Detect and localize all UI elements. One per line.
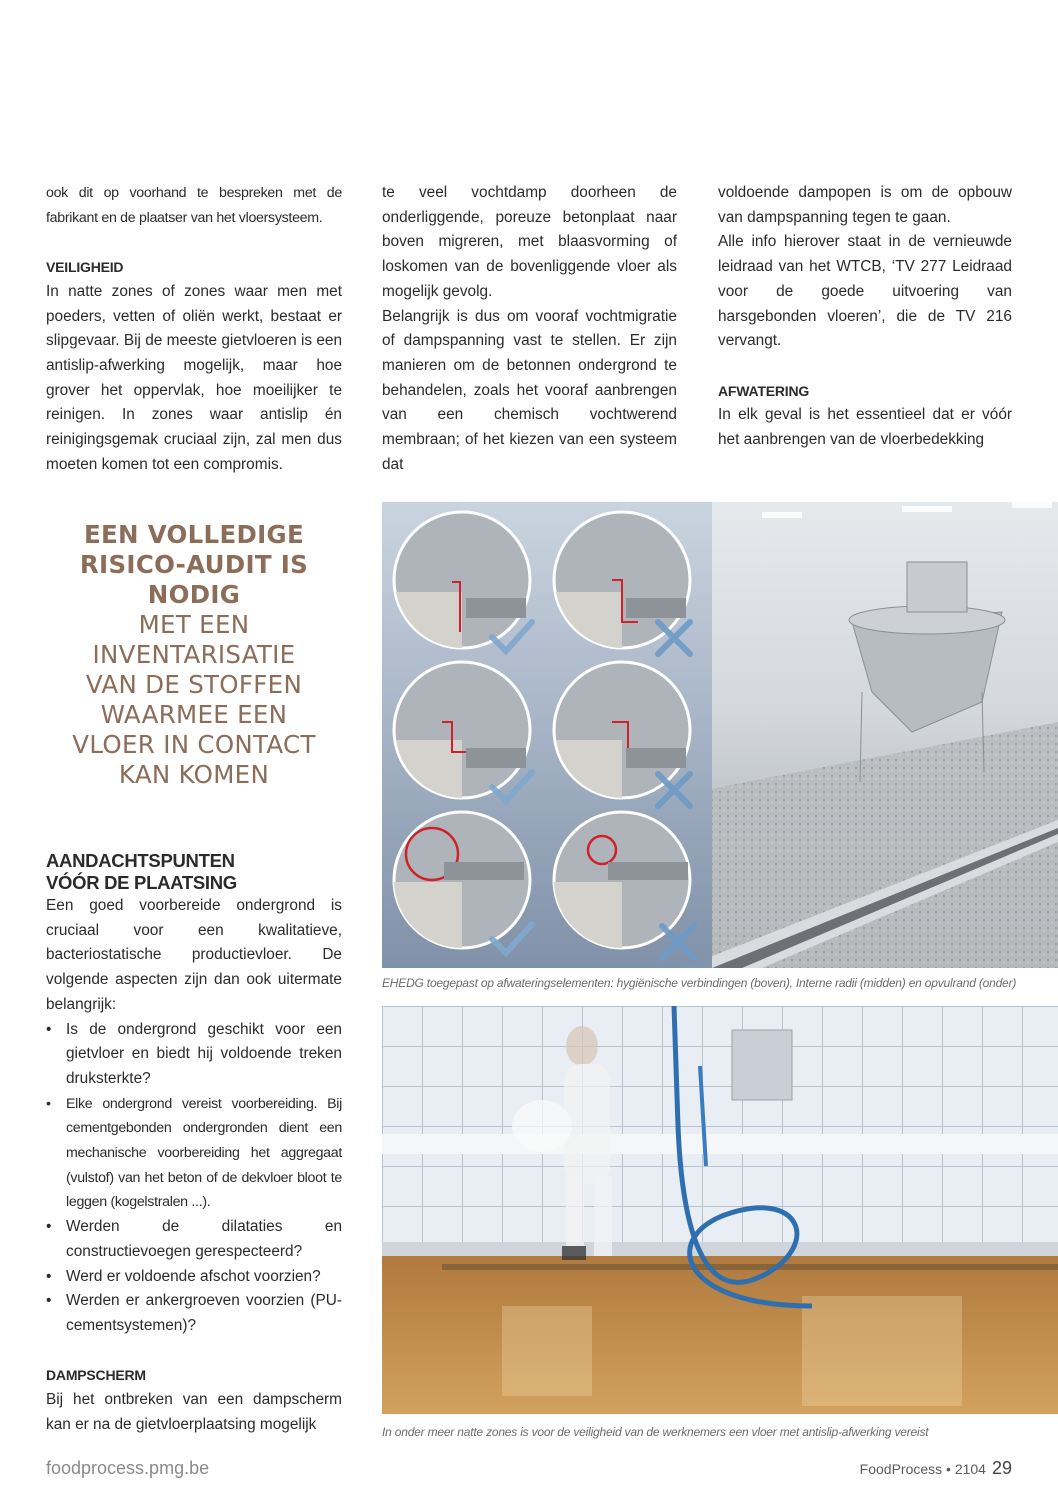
- veiligheid-heading: VEILIGHEID: [46, 259, 124, 276]
- aandacht-heading: [46, 850, 342, 894]
- quote-line: KAN KOMEN: [118, 760, 270, 789]
- bullet-item: • Is de ondergrond geschikt voor een gietvloer en biedt hij voldoende treken druksterkte?: [66, 1018, 342, 1092]
- bullet-item: • Werden er ankergroeven voorzien (PU-cementsystemen)?: [66, 1289, 342, 1338]
- figure-wet-zone: [382, 1006, 1058, 1414]
- quote-bold-line: EEN VOLLEDIGE: [83, 520, 305, 549]
- page-number: 29: [991, 1458, 1012, 1478]
- quote-bold-line: RISICO-AUDIT IS: [79, 550, 309, 579]
- quote-line: WAARMEE EEN: [100, 700, 288, 729]
- footer-issue: FoodProcess • 2104: [859, 1461, 986, 1477]
- footer-website: foodprocess.pmg.be: [46, 1458, 210, 1478]
- bullet-item: • Elke ondergrond vereist voorbereiding. Bij cementgebonden ondergronden dient een mechanische voorbereiding het aggregaat (vulstof) van het beton of de dekvloer bloot te leggen (kogelstralen ...).: [66, 1092, 342, 1216]
- afwatering-heading: AFWATERING: [718, 382, 810, 399]
- aandacht-heading-line-2: VÓÓR DE PLAATSING: [46, 872, 237, 893]
- aandacht-bullet-list: [46, 1018, 342, 1339]
- aandacht-heading-line-1: AANDACHTSPUNTEN: [46, 850, 235, 871]
- quote-line: VAN DE STOFFEN: [85, 670, 303, 699]
- column-3-top: [718, 181, 1012, 453]
- veiligheid-text: In natte zones of zones waar men met poeders, vetten of oliën werkt, bestaat er slipgevaar. Bij de meeste gietvloeren is een antislip-afwerking mogelijk, maar hoe grover het oppervlak, hoe moeilijker te reinigen. In zones waar antislip én reinigingsgemak cruciaal zijn, zal men dus moeten komen tot een compromis.: [46, 282, 343, 473]
- quote-line: VLOER IN CONTACT: [72, 730, 316, 759]
- quote-bold-line: NODIG: [147, 580, 241, 609]
- column-2-top: [382, 181, 677, 477]
- figure-2-caption: In onder meer natte zones is voor de veiligheid van de werknemers een vloer met antislip-afwerking vereist: [382, 1425, 929, 1439]
- col3-text-2: Alle info hierover staat in de vernieuwde leidraad van het WTCB, ‘TV 277 Leidraad voor de goede uitvoering van harsgebonden vloeren’, die de TV 216 vervangt.: [718, 233, 1012, 350]
- dampscherm-heading: DAMPSCHERM: [46, 1367, 146, 1384]
- col3-text-1: voldoende dampopen is om de opbouw van dampspanning tegen te gaan.: [718, 184, 1012, 226]
- col2-text-1: te veel vochtdamp doorheen de onderliggende, poreuze betonplaat naar boven migreren, met blaasvorming of loskomen van de bovenliggende vloer als mogelijk gevolg.: [382, 184, 677, 300]
- pull-quote: [46, 520, 342, 790]
- drainage-illustration: [382, 502, 1058, 968]
- aandacht-intro: Een goed voorbereide ondergrond is cruciaal voor een kwalitatieve, bacteriostatische productievloer. De volgende aspecten zijn dan ook uitermate belangrijk:: [46, 897, 342, 1013]
- col1-intro: ook dit op voorhand te bespreken met de fabrikant en de plaatser van het vloersysteem.: [46, 185, 342, 226]
- quote-line: MET EEN: [138, 610, 250, 639]
- figure-1-caption: EHEDG toegepast op afwateringselementen: hygiënische verbindingen (boven), Interne radii (midden) en opvulrand (onder): [382, 976, 1017, 990]
- bullet-item: • Werd er voldoende afschot voorzien?: [66, 1265, 342, 1290]
- wet-zone-photo: [382, 1006, 1058, 1414]
- aandachtspunten-section: [46, 850, 342, 1437]
- col2-text-2: Belangrijk is dus om vooraf vochtmigratie of dampspanning vast te stellen. Er zijn manieren om de betonnen ondergrond te behandelen, zoals het vooraf aanbrengen van een chemisch vochtwerend membraan; of het kiezen van een systeem dat: [382, 307, 677, 473]
- afwatering-text: In elk geval is het essentieel dat er vóór het aanbrengen van de vloerbedekking: [718, 406, 1012, 449]
- column-1-top: [46, 181, 342, 477]
- footer-issue-info: [860, 1458, 1012, 1479]
- dampscherm-text: Bij het ontbreken van een dampscherm kan er na de gietvloerplaatsing mogelijk: [46, 1391, 342, 1433]
- quote-line: INVENTARISATIE: [92, 640, 296, 669]
- figure-drainage-ehedg: [382, 502, 1058, 968]
- bullet-item: • Werden de dilataties en constructievoegen gerespecteerd?: [66, 1215, 342, 1264]
